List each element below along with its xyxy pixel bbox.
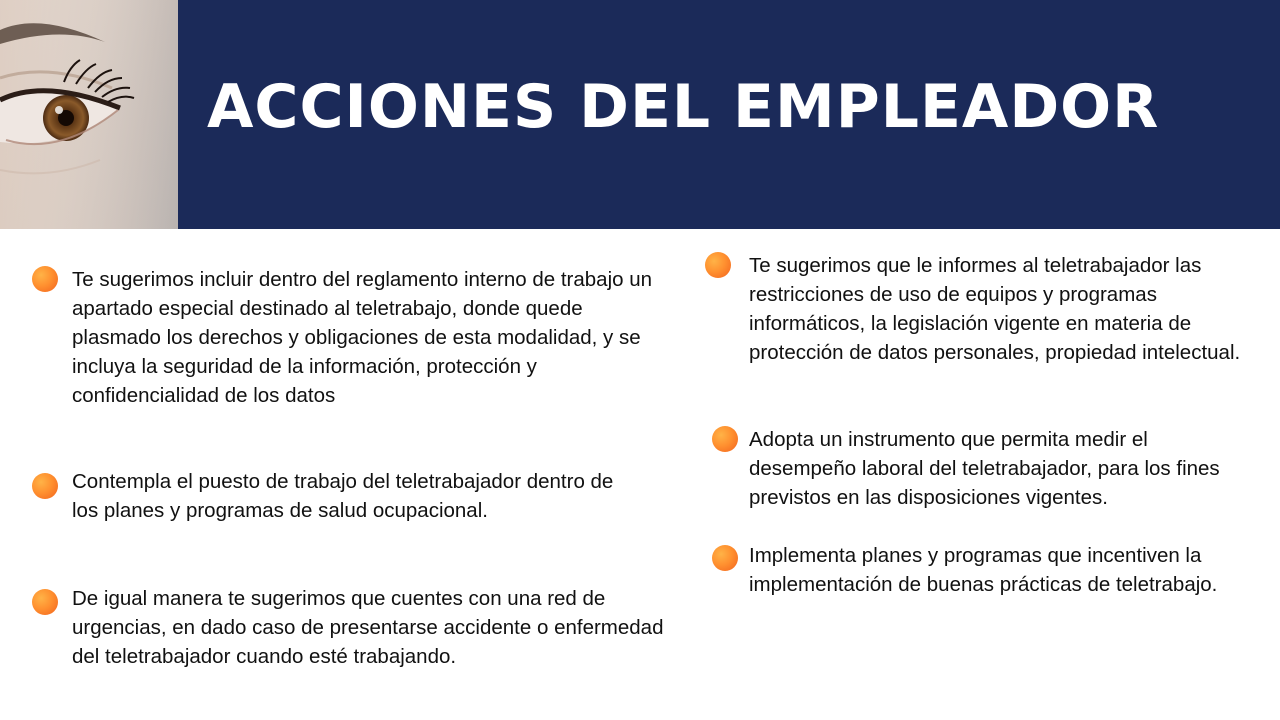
list-item-text: Te sugerimos que le informes al teletrabajador las restricciones de uso de equipos y programas informáticos, la legislación vigente en materia de protección de datos personales, propiedad intelectual.: [749, 254, 1241, 364]
list-item-text: Contempla el puesto de trabajo del teletrabajador dentro de los planes y programas de salud ocupacional.: [72, 470, 614, 522]
orange-bullet-icon: [712, 545, 738, 571]
list-item-text: Adopta un instrumento que permita medir el desempeño laboral del teletrabajador, para los fines previstos en las disposiciones vigentes.: [749, 428, 1220, 509]
list-item-text: Implementa planes y programas que incentiven la implementación de buenas prácticas de teletrabajo.: [749, 544, 1218, 596]
orange-bullet-icon: [32, 589, 58, 615]
eye-illustration: [0, 0, 178, 229]
page-title: ACCIONES DEL EMPLEADOR: [207, 72, 1160, 142]
orange-bullet-icon: [32, 266, 58, 292]
orange-bullet-icon: [712, 426, 738, 452]
orange-bullet-icon: [705, 252, 731, 278]
eye-photo: [0, 0, 178, 229]
list-item-text: Te sugerimos incluir dentro del reglamento interno de trabajo un apartado especial destinado al teletrabajo, donde quede plasmado los derechos y obligaciones de esta modalidad, y se incluya la seguridad de la información, protección y confidencialidad de los datos: [72, 268, 653, 407]
orange-bullet-icon: [32, 473, 58, 499]
list-item-text: De igual manera te sugerimos que cuentes con una red de urgencias, en dado caso de presentarse accidente o enfermedad del teletrabajador cuando esté trabajando.: [72, 587, 664, 668]
